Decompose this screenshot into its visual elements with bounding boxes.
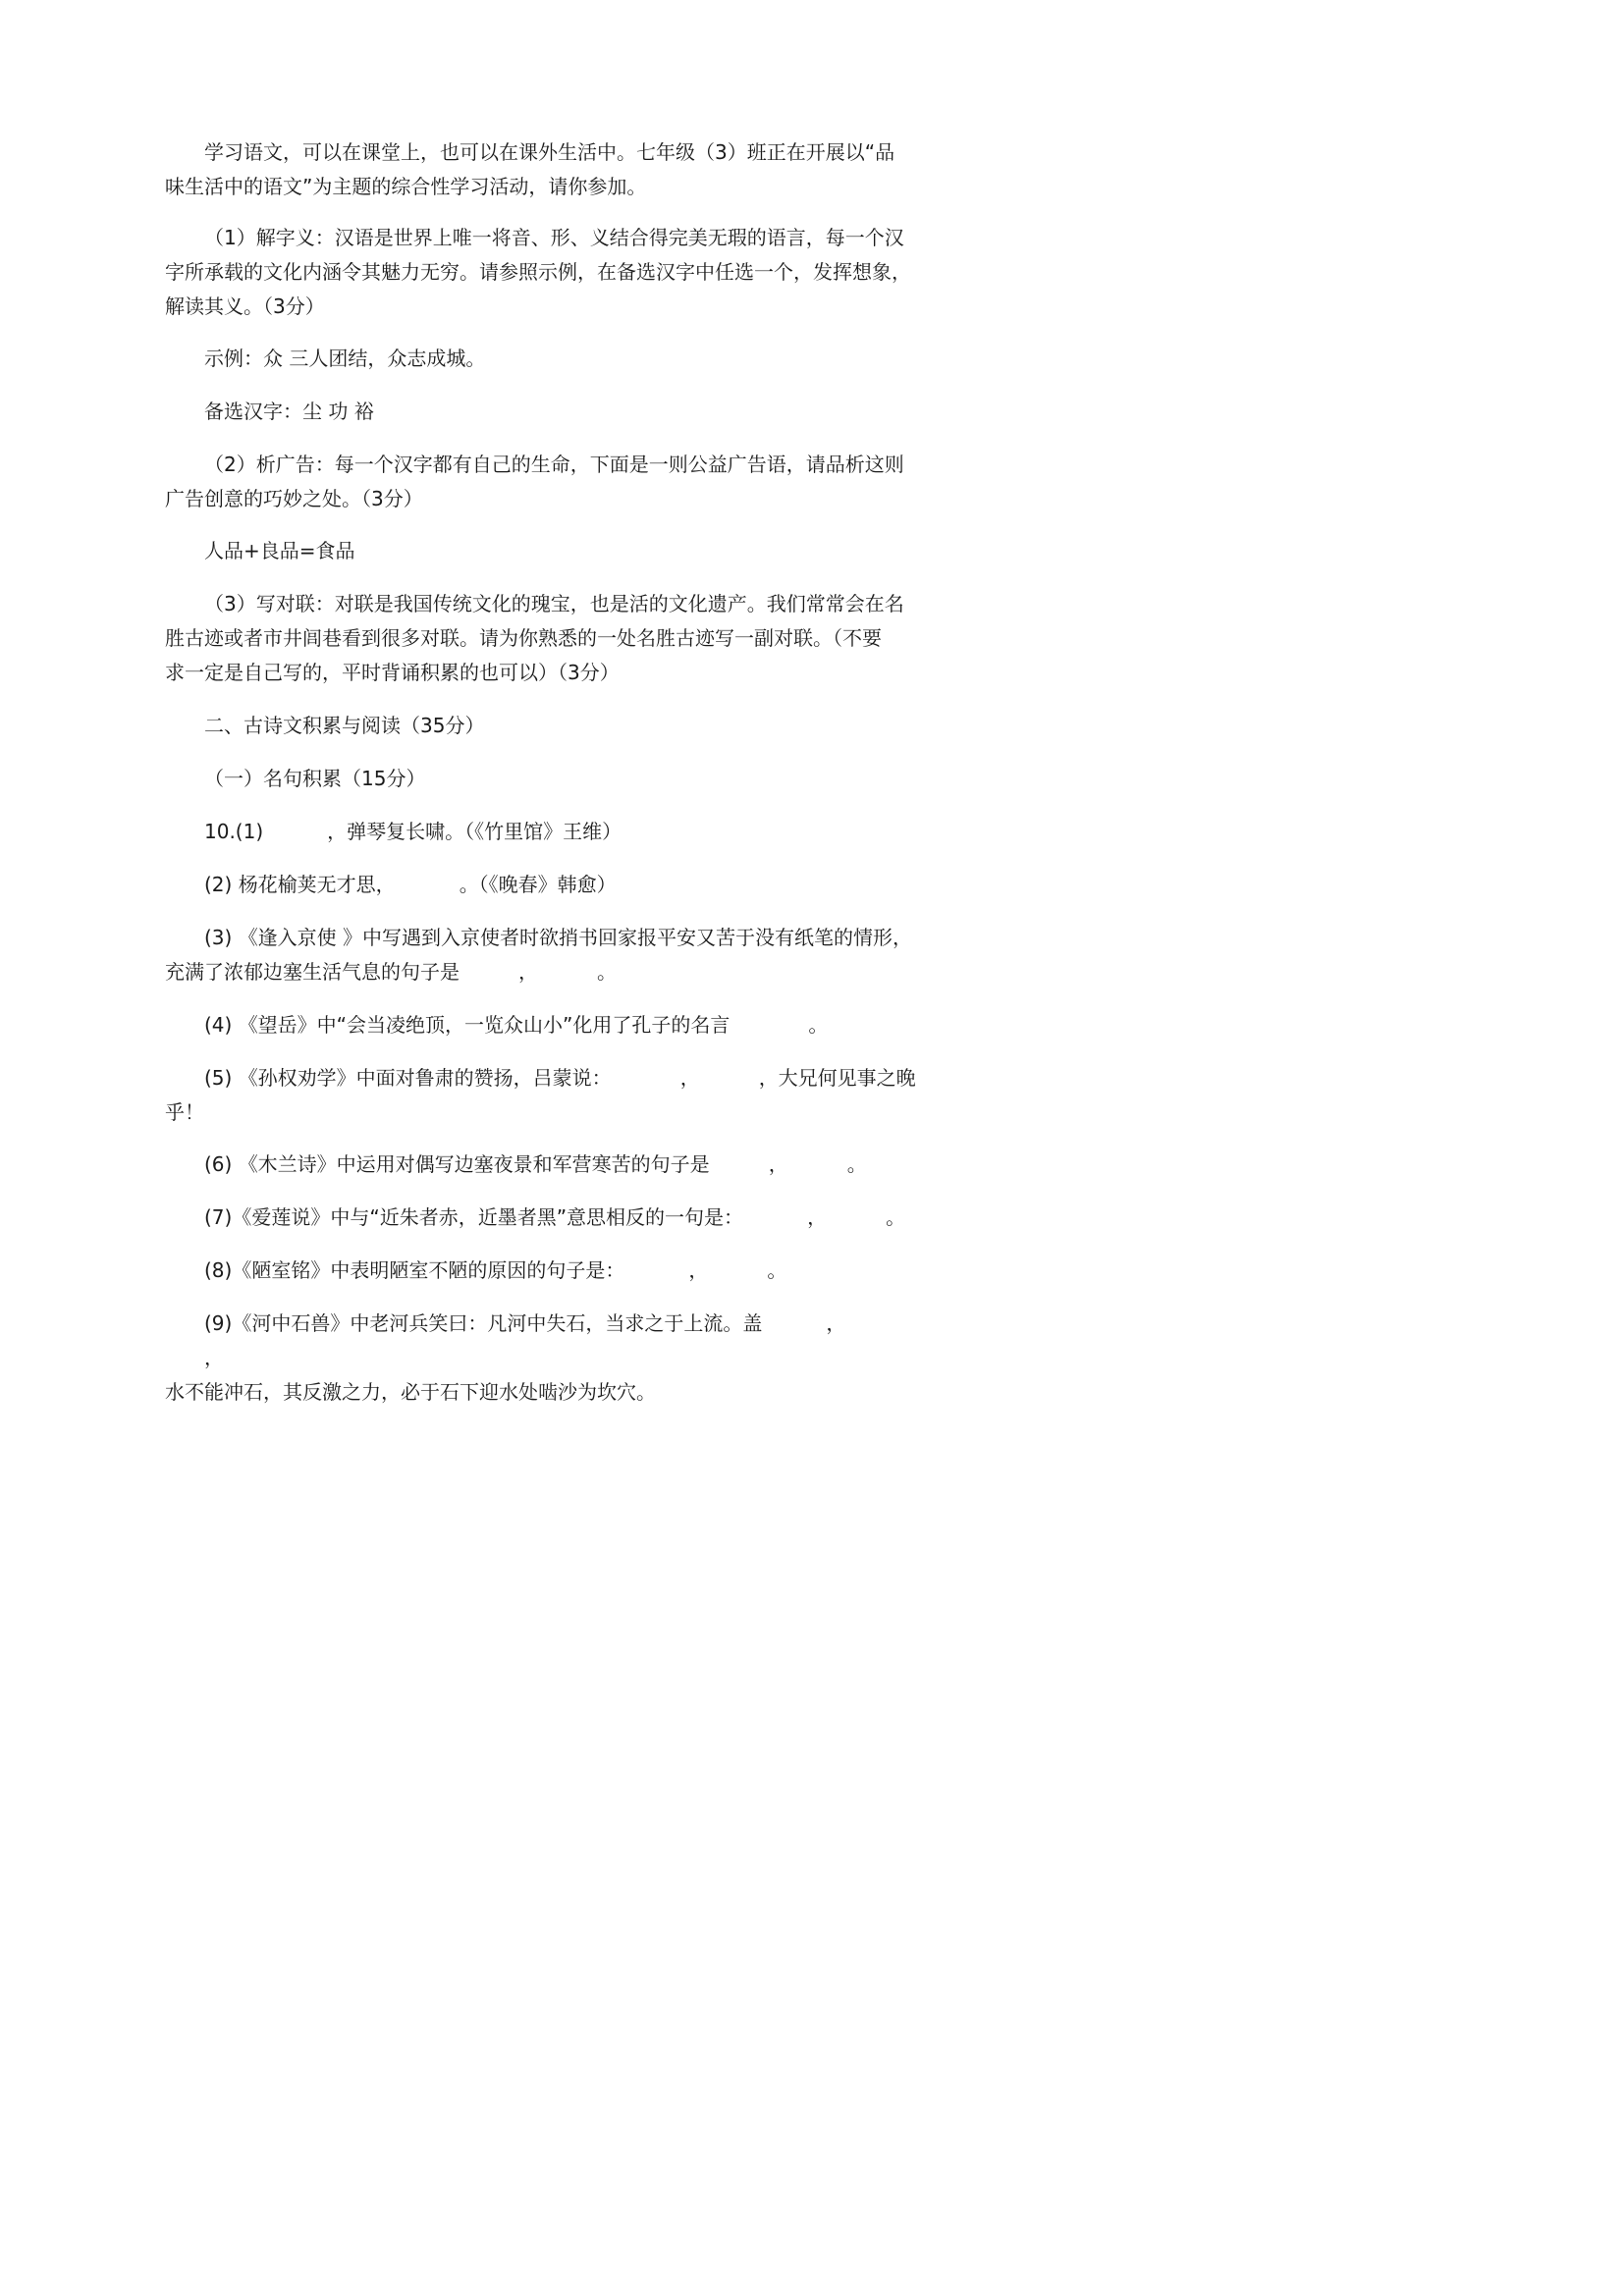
q1-example-text: 示例：众 三人团结，众志成城。: [204, 347, 486, 370]
q1-candidates-text: 备选汉字：尘 功 裕: [204, 400, 374, 423]
item-2-text-b: 。（《晚春》韩愈）: [459, 873, 617, 896]
item-5-line-2: 乎！: [165, 1100, 204, 1124]
item-1-text: ，弹琴复长啸。（《竹里馆》王维）: [327, 820, 623, 843]
section2-subheading: [165, 762, 962, 796]
item-4-period: 。: [808, 1013, 829, 1037]
item-8-period: 。: [767, 1258, 787, 1282]
section2-heading-text: 二、古诗文积累与阅读（35分）: [204, 714, 485, 737]
intro-paragraph: [165, 135, 923, 204]
document-page: [0, 0, 1083, 1531]
q1-line-3: 解读其义。（3分）: [165, 294, 325, 318]
item-3-line-1: [165, 921, 923, 955]
q2-ad: [165, 534, 962, 568]
item-9-text-a: (9)《河中石兽》中老河兵笑曰：凡河中失石，当求之于上流。盖: [204, 1311, 763, 1335]
item-3-period: 。: [597, 960, 617, 984]
item-9: [165, 1307, 923, 1410]
section2-heading: [165, 709, 962, 743]
item-2: [165, 868, 962, 902]
item-5-text-c: ，大兄何见事之晚: [758, 1066, 916, 1090]
q3-paragraph: [165, 587, 923, 690]
item-9-comma-2: ，: [204, 1346, 224, 1369]
item-5-comma: ，: [679, 1066, 700, 1090]
q2-line-2: 广告创意的巧妙之处。（3分）: [165, 487, 423, 510]
item-6-comma: ，: [768, 1152, 788, 1176]
q3-line-1: （3）写对联：对联是我国传统文化的瑰宝，也是活的文化遗产。我们常常会在名: [204, 592, 904, 615]
item-3-comma: ，: [518, 960, 538, 984]
item-7-comma: ，: [807, 1205, 828, 1229]
section2-subheading-text: （一）名句积累（15分）: [204, 767, 426, 790]
q1-line-1: （1）解字义：汉语是世界上唯一将音、形、义结合得完美无瑕的语言，每一个汉: [204, 226, 904, 249]
item-9-line-2: 水不能冲石，其反激之力，必于石下迎水处啮沙为坎穴。: [165, 1380, 656, 1404]
q1-example: [165, 342, 962, 376]
item-1: [165, 815, 962, 849]
intro-line-2: 味生活中的语文”为主题的综合性学习活动，请你参加。: [165, 175, 647, 198]
item-5: [165, 1061, 923, 1130]
item-6-period: 。: [846, 1152, 867, 1176]
q3-line-2: 胜古迹或者市井闾巷看到很多对联。请为你熟悉的一处名胜古迹写一副对联。（不要: [165, 626, 882, 650]
q2-paragraph: [165, 448, 923, 516]
item-1-number: 10.(1): [204, 820, 264, 843]
item-3-text-a: (3) 《逢入京使 》中写遇到入京使者时欲捎书回家报平安又苦于没有纸笔的情形，: [204, 926, 913, 949]
item-3: [165, 921, 923, 989]
item-9-comma-1: ，: [826, 1311, 846, 1335]
item-6: [165, 1148, 962, 1182]
q1-line-2: 字所承载的文化内涵令其魅力无穷。请参照示例，在备选汉字中任选一个，发挥想象，: [165, 260, 911, 284]
item-2-text-a: (2) 杨花榆荚无才思，: [204, 873, 396, 896]
item-9-line-1: [165, 1307, 923, 1375]
item-7: [165, 1201, 962, 1235]
item-8-comma: ，: [688, 1258, 709, 1282]
q2-ad-text: 人品+良品=食品: [204, 539, 355, 562]
q3-line-3: 求一定是自己写的，平时背诵积累的也可以）（3分）: [165, 661, 620, 684]
item-8-text: (8)《陋室铭》中表明陋室不陋的原因的句子是：: [204, 1258, 625, 1282]
intro-line-1: 学习语文，可以在课堂上，也可以在课外生活中。七年级（3）班正在开展以“品: [204, 140, 895, 164]
item-6-text: (6) 《木兰诗》中运用对偶写边塞夜景和军营寒苦的句子是: [204, 1152, 710, 1176]
item-5-line-1: [165, 1061, 923, 1095]
item-7-period: 。: [886, 1205, 906, 1229]
item-4: [165, 1008, 962, 1042]
q1-paragraph: [165, 221, 923, 324]
item-4-text: (4) 《望岳》中“会当凌绝顶，一览众山小”化用了孔子的名言: [204, 1013, 731, 1037]
item-3-line-2: [165, 955, 923, 989]
item-3-text-b: 充满了浓郁边塞生活气息的句子是: [165, 960, 460, 984]
item-8: [165, 1254, 962, 1288]
q2-line-1: （2）析广告：每一个汉字都有自己的生命，下面是一则公益广告语，请品析这则: [204, 453, 904, 476]
item-7-text: (7)《爱莲说》中与“近朱者赤，近墨者黑”意思相反的一句是：: [204, 1205, 744, 1229]
item-5-text-a: (5) 《孙权劝学》中面对鲁肃的赞扬，吕蒙说：: [204, 1066, 612, 1090]
q1-candidates: [165, 395, 962, 429]
